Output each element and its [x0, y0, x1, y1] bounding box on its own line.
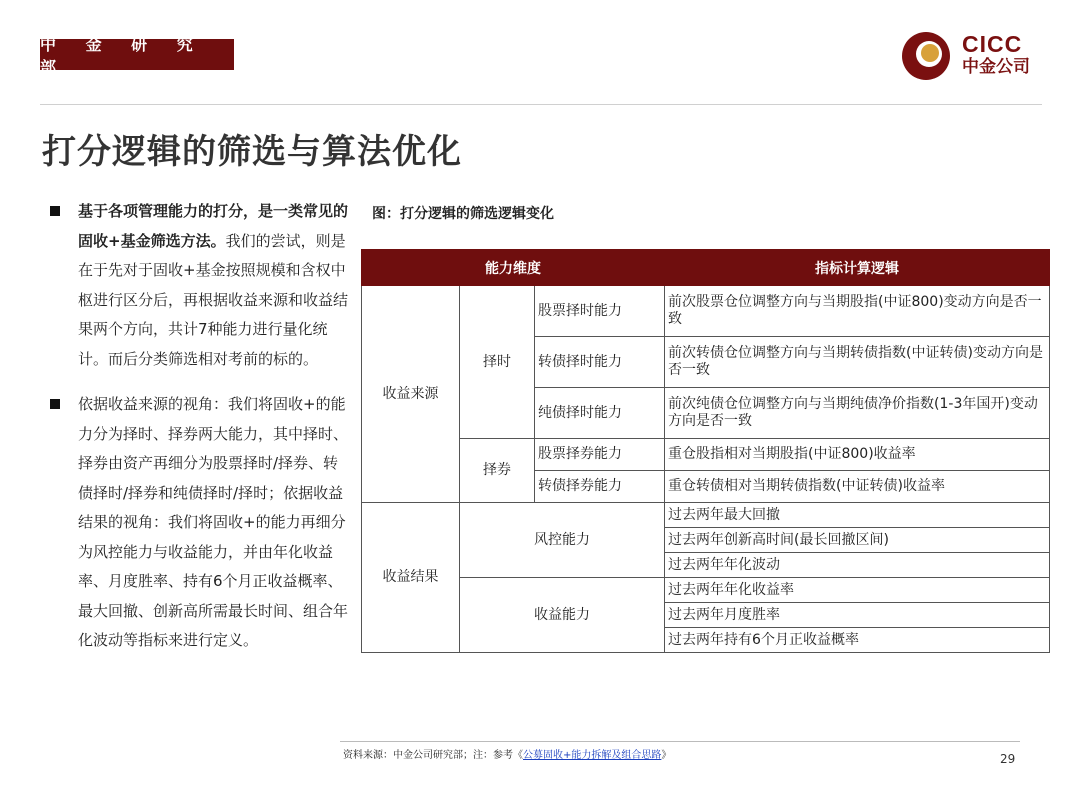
- header-divider: [40, 104, 1042, 105]
- ability-table: [361, 249, 1050, 653]
- subgroup-risk: 风控能力: [460, 503, 665, 578]
- cicc-logo-icon: [900, 30, 952, 82]
- table-row: [362, 578, 1050, 603]
- bullet-text: 依据收益来源的视角：我们将固收+的能力分为择时、择券两大能力，其中择时、择券由资产再细分为股票择时/择券、转债择时/择券和纯债择时/择时；依据收益结果的视角：我们将固收+的能力再细分为风控能力与收益能力，并由年化收益率、月度胜率、持有6个月正收益概率、最大回撤、创新高所需最长时间、组合年化波动等指标来进行定义。: [78, 395, 349, 649]
- ability-name: 股票择时能力: [535, 286, 665, 337]
- header-dimension: 能力维度: [362, 250, 665, 286]
- bullet-square-icon: [50, 206, 60, 216]
- ability-logic: 重仓转债相对当期转债指数(中证转债)收益率: [665, 471, 1050, 503]
- page-number: 29: [1000, 752, 1016, 766]
- source-suffix: 》: [661, 750, 672, 761]
- ability-logic: 重仓股指相对当期股指(中证800)收益率: [665, 439, 1050, 471]
- metric: 过去两年创新高时间(最长回撤区间): [665, 528, 1050, 553]
- bullet-text: 我们的尝试，则是在于先对于固收+基金按照规模和含权中枢进行区分后，再根据收益来源和收益结果两个方向，共计7种能力进行量化统计。而后分类筛选相对考前的标的。: [78, 231, 349, 368]
- group-source: 收益来源: [362, 286, 460, 503]
- footer-divider: [340, 741, 1020, 742]
- logo-text-en: CICC: [962, 31, 1023, 57]
- group-result: 收益结果: [362, 503, 460, 653]
- ability-logic: 前次转债仓位调整方向与当期转债指数(中证转债)变动方向是否一致: [665, 337, 1050, 388]
- metric: 过去两年月度胜率: [665, 603, 1050, 628]
- page-title: 打分逻辑的筛选与算法优化: [42, 132, 462, 172]
- source-note: [343, 746, 671, 761]
- logo-text-zh: 中金公司: [962, 57, 1030, 77]
- source-link[interactable]: 公募固收+能力拆解及组合思路: [523, 750, 662, 761]
- bullet-item: [48, 390, 353, 656]
- bullet-item: [48, 197, 353, 374]
- department-badge: 中 金 研 究 部: [40, 39, 234, 70]
- bullet-square-icon: [50, 399, 60, 409]
- table-row: [362, 286, 1050, 337]
- ability-name: 转债择时能力: [535, 337, 665, 388]
- bullet-bold-text: 基于各项管理能力的打分，是一类常见的固收+基金筛选方法。: [78, 202, 349, 250]
- bullet-list: [48, 197, 353, 672]
- ability-name: 纯债择时能力: [535, 388, 665, 439]
- source-prefix: 资料来源：中金公司研究部；注：参考《: [343, 750, 523, 761]
- header-logic: 指标计算逻辑: [665, 250, 1050, 286]
- metric: 过去两年年化波动: [665, 553, 1050, 578]
- ability-name: 股票择券能力: [535, 439, 665, 471]
- table-row: [362, 503, 1050, 528]
- metric: 过去两年年化收益率: [665, 578, 1050, 603]
- subgroup-selection: 择券: [460, 439, 535, 503]
- table-row: [362, 439, 1050, 471]
- subgroup-timing: 择时: [460, 286, 535, 439]
- subgroup-return: 收益能力: [460, 578, 665, 653]
- ability-logic: 前次纯债仓位调整方向与当期纯债净价指数(1-3年国开)变动方向是否一致: [665, 388, 1050, 439]
- cicc-logo: [900, 30, 1050, 82]
- metric: 过去两年持有6个月正收益概率: [665, 628, 1050, 653]
- metric: 过去两年最大回撤: [665, 503, 1050, 528]
- table-header-row: [362, 250, 1050, 286]
- ability-name: 转债择券能力: [535, 471, 665, 503]
- ability-logic: 前次股票仓位调整方向与当期股指(中证800)变动方向是否一致: [665, 286, 1050, 337]
- figure-title: 图：打分逻辑的筛选逻辑变化: [372, 206, 554, 222]
